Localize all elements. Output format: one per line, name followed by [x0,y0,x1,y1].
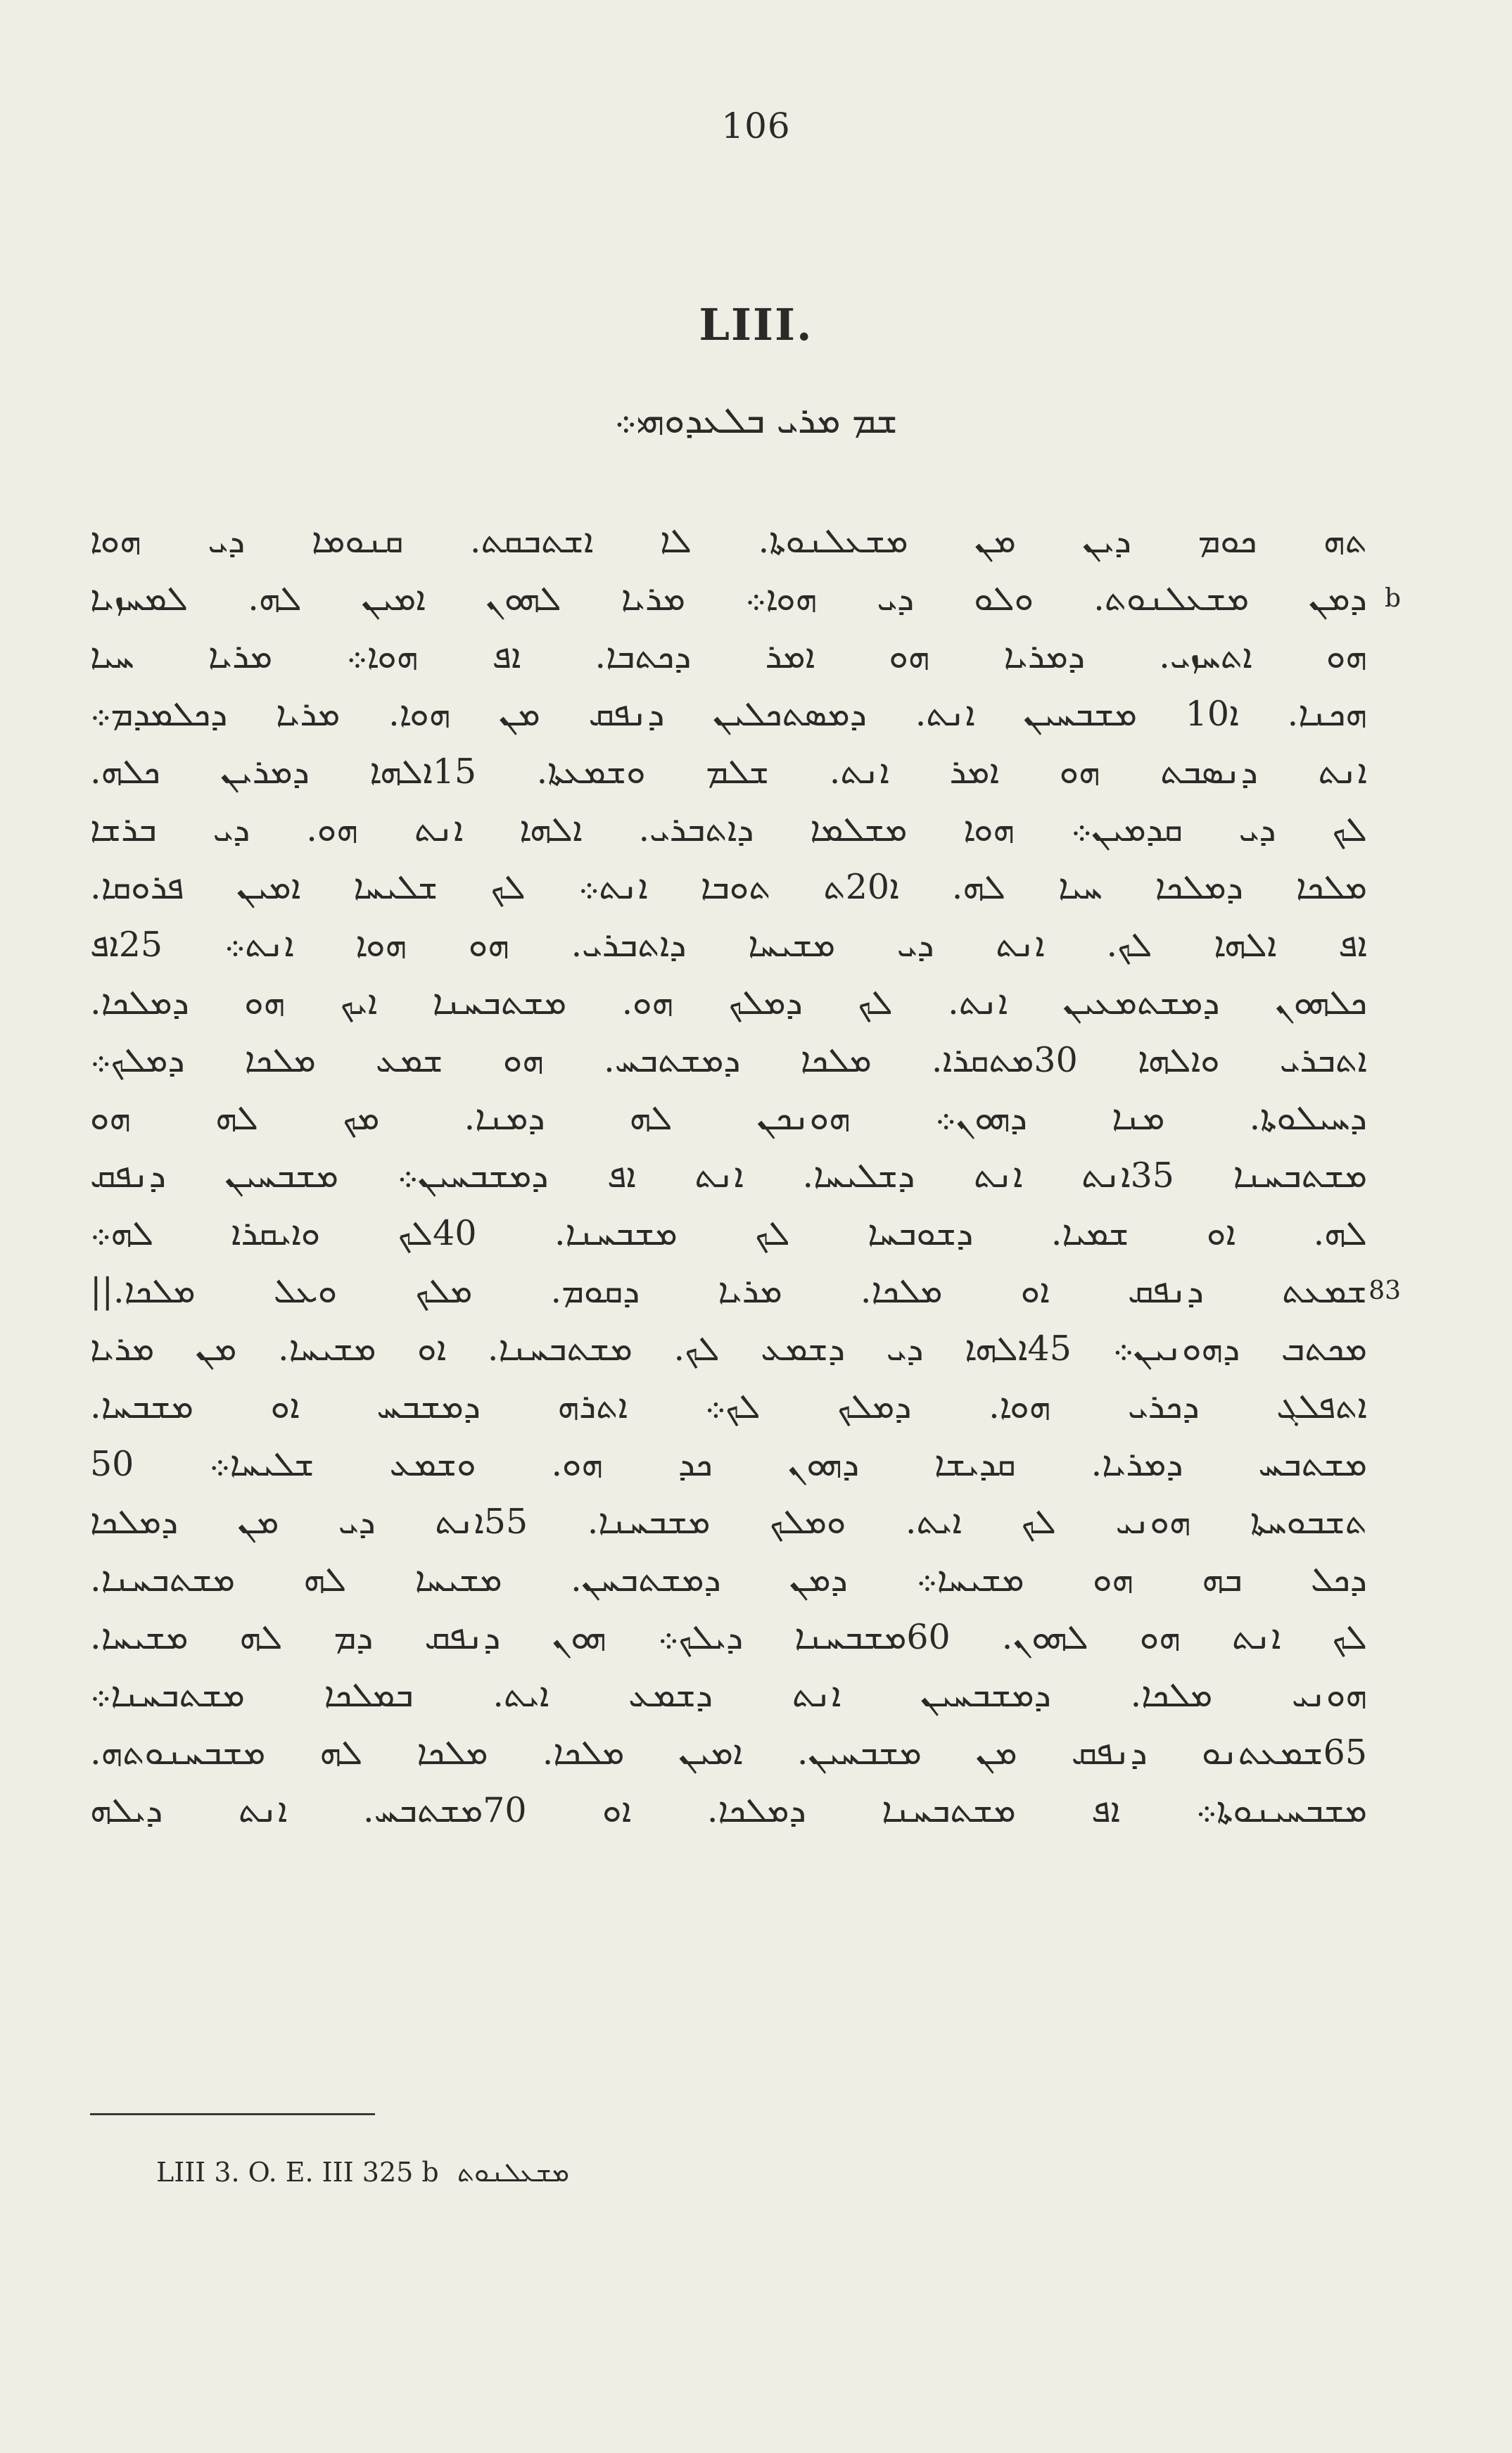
line-text: ܡܟܬܒ ܕܗܘܢܝܢ܀ 45ܐܠܗܐ ܕܝ ܕܫܡܥ ܠܟ. ܡܫܬܒܚܢܐ. ܐܘ ܡܫܝܚܐ. ܡܢ ܡܪܝܐ [90,1329,1367,1369]
line-text: ܫܡܥܬ ܕܢܦܩ ܐܘ ܡܠܟܐ. ܡܪܝܐ ܕܩܘܡ. ܡܠܟ ܘܥܠ ܡܠܟܐ.|| [90,1271,1367,1311]
line-text: ܐܦ ܐܠܗܐ ܠܟ. ܐܢܬ ܕܝ ܡܫܝܚܐ ܕܐܬܒܪܝ. ܗܘ ܗܘܐ ܐܢܬ܀ 25ܐܦ [90,925,1367,965]
line-text: ܠܟ ܕܝ ܩܕܡܝܢ܀ ܗܘܐ ܡܫܠܡܐ ܕܐܬܒܪܝ. ܐܠܗܐ ܐܢܬ ܗܘ. ܕܝ ܒܪܫܐ [90,809,1367,849]
footnote-divider [90,2113,375,2115]
syriac-text-block [90,512,1401,1839]
section-heading: LIII. [699,299,813,350]
text-line [90,1032,1367,1089]
syriac-title: ܫܡ ܡܪܝ ܒܠܥܕܘܗܝ܀ [614,400,898,442]
text-line [90,1551,1367,1609]
text-line [90,628,1367,685]
page-number: 106 [721,106,791,146]
text-line [90,1609,1367,1666]
text-line [90,1666,1367,1724]
line-text: ܐܢܬ ܕܢܣܒܬ ܗܘ ܐܡܪ ܐܢܬ. ܫܠܡ ܘܫܡܥܬܐ. 15ܐܠܗܐ ܕܡܪܝܢ ܟܠܗ. [90,752,1367,792]
text-line [90,512,1367,570]
text-line [90,1493,1367,1551]
line-text: ܕܡܢ ܡܫܥܠܢܘܬ. ܘܠܘ ܕܝ ܗܘܐ܀ ܡܪܝܐ ܠܗܘܢ ܐܡܝܢ ܠܗ. ܠܡܚܙܝܐ [90,578,1367,619]
text-line [90,1320,1367,1378]
line-text: ܬܫܒܘܚܬܐ ܗܘܢܝ ܠܟ ܐܝܬ. ܘܡܠܟ ܡܫܒܚܢܐ. 55ܐܢܬ ܕܝ ܡܢ ܕܡܠܟܐ [90,1502,1367,1542]
text-line [90,685,1367,743]
text-line [90,1378,1367,1435]
line-text: ܗܘܢܝ ܡܠܟܐ. ܕܡܫܒܚܝܢ ܐܢܬ ܕܫܡܥ ܐܝܬ. ܒܡܠܟܐ ܡܫܬܒܚܢܐ܀ [90,1675,1367,1715]
line-text: ܕܟܠ ܒܗ ܗܘ ܡܫܝܚܐ܀ ܕܡܢ ܕܡܫܬܒܚܢ. ܡܫܝܚܐ ܠܗ ܡܫܬܒܚܢܐ. [90,1559,1367,1599]
text-line [90,570,1401,628]
line-text: ܟܠܗܘܢ ܕܡܫܬܡܥܝܢ ܐܢܬ. ܠܟ ܕܡܠܟ ܗܘ. ܡܫܬܒܚܢܐ ܐܝܟ ܗܘ ܕܡܠܟܐ. [90,982,1367,1022]
text-line [90,1724,1367,1782]
line-text: ܐܬܒܪܝ ܘܐܠܗܐ 30ܡܬܩܪܐ. ܡܠܟܐ ܕܡܫܬܒܚ. ܗܘ ܫܡܥ ܡܠܟܐ ܕܡܠܟ܀ [90,1040,1367,1080]
text-line [90,858,1367,916]
line-text: ܡܫܬܒܚ ܕܡܪܝܐ. ܩܕܝܫܐ ܕܗܘܢ ܟܕ ܗܘ. ܘܫܡܥ ܫܠܝܚܐ܀ 50 [90,1444,1367,1484]
line-text: 65ܫܡܥܬܢܘ ܕܢܦܩ ܡܢ ܡܫܒܚܝܢ. ܐܡܝܢ ܡܠܟܐ. ܡܠܟܐ ܠܗ ܡܫܒܚܢܘܬܗ. [90,1732,1367,1773]
text-line [90,801,1367,858]
line-text: ܐܬܦܠܓ ܕܟܪܝ ܗܘܐ. ܕܡܠܟ ܠܟ܀ ܐܬܪܗ ܕܡܫܒܚ ܐܘ ܡܫܒܚܐ. [90,1386,1367,1426]
line-text: ܗܟܢܐ. ܐ10 ܡܫܒܚܝܢ ܐܢܬ. ܕܡܣܬܟܠܝܢ ܕܢܦܩ ܡܢ ܗܘܐ. ܡܪܝܐ ܕܟܠܡܕܡ܀ [90,694,1367,734]
line-text: ܠܟ ܐܢܬ ܗܘ ܠܗܘܢ. 60ܡܫܒܚܢܐ ܕܝܠܟ܀ ܗܘܢ ܕܢܦܩ ܕܡ ܠܗ ܡܫܝܚܐ. [90,1617,1367,1657]
text-line [90,974,1367,1032]
text-line [90,1262,1401,1320]
text-line [90,1782,1367,1839]
text-line [90,1147,1367,1205]
text-line [90,743,1367,801]
line-text: ܠܗ. ܐܘ ܫܡܝܐ. ܕܫܘܒܚܐ ܠܟ ܡܫܒܚܢܐ. 40ܠܟ ܘܐܝܩܪܐ ܠܗ܀ [90,1213,1367,1253]
line-text: ܕܚܝܠܘܬܐ. ܡܢܐ ܕܗܘܢ܀ ܗܘܢܟܢ ܠܗ ܕܡܢܐ. ܡܟ ܠܗ ܗܘ [90,1098,1367,1138]
text-line [90,916,1367,974]
text-line [90,1089,1367,1147]
footnote-reference: LIII 3. O. E. III 325 b [156,2157,439,2188]
line-text: ܡܠܟܐ ܕܡܠܟܐ ܚܝܐ ܠܗ. ܐ20ܬ ܬܘܒܐ ܐܢܬ܀ ܠܟ ܫܠܝܚܐ ܐܡܝܢ ܦܪܘܩܐ. [90,867,1367,907]
line-text: ܗܘ ܐܬܚܙܝ. ܕܡܪܝܐ ܗܘ ܐܡܪ ܕܟܬܒܐ. ܐܦ ܗܘܐ܀ ܡܪܝܐ ܚܝܐ [90,636,1367,676]
line-text: ܡܫܒܚܝܢܘܬܐ܀ ܐܦ ܡܫܬܒܚܢܐ ܕܡܠܟܐ. ܐܘ 70ܡܫܬܒܚ. ܐܢܬ ܕܝܠܗ [90,1790,1367,1830]
margin-marker: 83 [1368,1276,1401,1305]
footnote-syriac-word: ܡܫܥܠܢܘܬ [457,2157,569,2188]
margin-marker: b [1384,584,1401,613]
footnote [156,2157,569,2188]
line-text: ܬܗ ܟܘܡ ܕܝܢ ܡܢ ܡܫܥܠܢܘܬܐ. ܠܐ ܐܫܬܒܩܬ. ܩܢܘܡܐ ܕܝ ܗܘܐ [90,521,1367,561]
line-text: ܡܫܬܒܚܢܐ 35ܐܢܬ ܐܢܬ ܕܫܠܝܚܐ. ܐܢܬ ܐܦ ܕܡܫܒܚܝܢ܀ ܡܫܒܚܝܢ ܕܢܦܩ [90,1155,1367,1196]
text-line [90,1435,1367,1493]
text-line [90,1205,1367,1262]
